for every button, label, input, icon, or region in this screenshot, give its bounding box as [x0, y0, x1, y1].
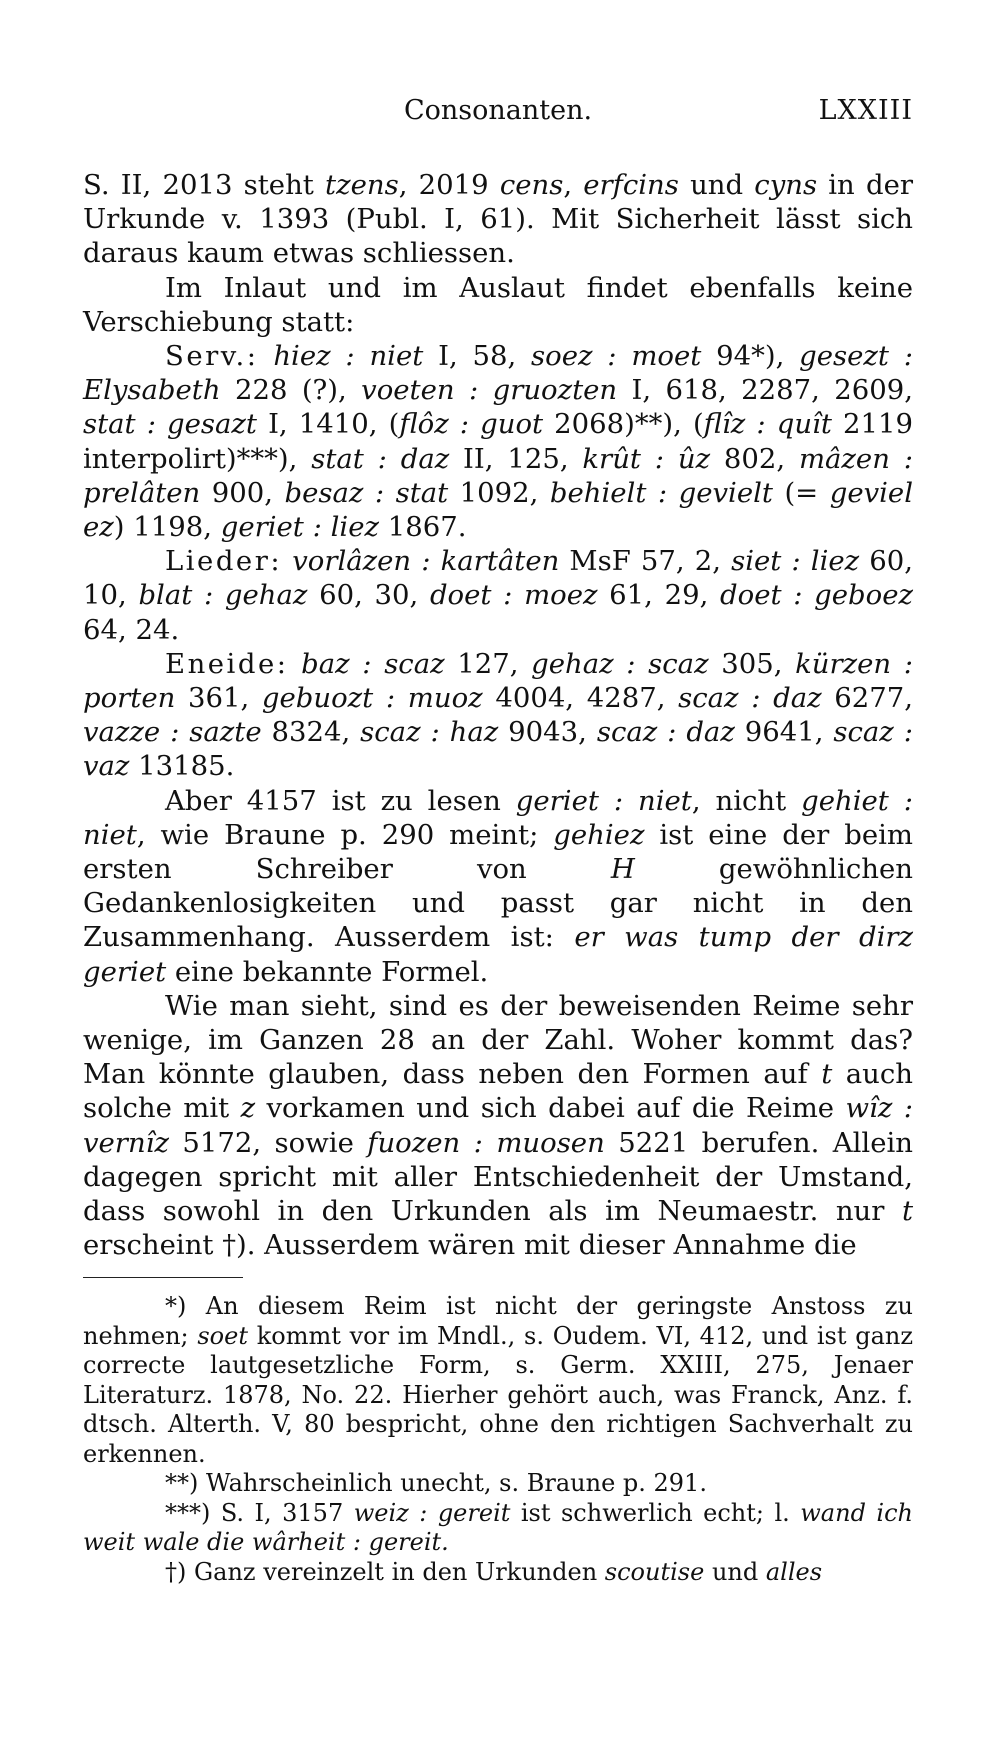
italic-run: cyns [754, 169, 818, 201]
text-run: 900, [200, 476, 285, 509]
text-run: 2068)**), ( [543, 408, 704, 441]
italic-run: doet : moez [429, 579, 598, 612]
text-run: I, 1410, ( [256, 408, 400, 441]
italic-run: vorlâzen : kartâten [292, 545, 560, 578]
text-run: ) 1198, [113, 511, 221, 544]
text-run: erscheint †). Ausserdem wären mit dieser Annahme die [83, 1229, 857, 1262]
text-run [289, 648, 302, 680]
italic-run: scaz : haz [360, 716, 499, 749]
text-run: MsF 57, 2, [559, 545, 732, 578]
italic-run: er was tump der dirz geriet [83, 921, 913, 988]
spaced-run: Eneide: [165, 647, 289, 680]
paragraph-1 [83, 168, 913, 271]
italic-run: t [901, 1195, 913, 1228]
italic-run: flîz : quît [703, 408, 832, 441]
italic-run: vazze : sazte [83, 716, 262, 749]
text-run: 127, [444, 647, 532, 680]
italic-run: geriet : niet [515, 784, 692, 817]
text-run: 94*), [701, 340, 800, 373]
text-run: 64, 24. [83, 613, 180, 646]
paragraph-wie-man [83, 989, 913, 1263]
paragraph-eneide [83, 647, 913, 784]
spaced-run: Serv.: [165, 340, 259, 373]
italic-run: weiz : gereit [353, 1498, 511, 1527]
footnote-1 [83, 1292, 913, 1469]
text-run: , nicht [691, 784, 802, 817]
italic-run: besaz : stat [284, 476, 449, 509]
italic-run: scaz : vaz [83, 716, 913, 783]
text-run: ist eine der beim ersten Schreiber von [83, 818, 913, 886]
text-run [259, 340, 274, 372]
italic-run: siet : liez [731, 545, 860, 578]
italic-run: wîz : vernîz [83, 1092, 913, 1159]
text-run: **) Wahrscheinlich unecht, s. Braune p. 291. [165, 1469, 707, 1497]
text-run: 4004, 4287, [482, 682, 679, 715]
text-run: 2119 interpolirt)***), [83, 408, 913, 475]
italic-run: stat : gesazt [83, 408, 257, 441]
text-run: ist schwerlich echt; l. [510, 1498, 801, 1527]
italic-run: H [610, 853, 635, 886]
italic-run: t [821, 1058, 833, 1091]
paragraph-lieder [83, 544, 913, 647]
text-run: †) Ganz vereinzelt in den Urkunden [165, 1557, 605, 1586]
italic-run: soet [197, 1321, 248, 1350]
text-run [282, 545, 292, 577]
spaced-run: Lieder: [165, 545, 283, 578]
text-run: eine bekannte Formel. [166, 955, 489, 988]
text-run: , [563, 169, 584, 201]
running-title: Consonanten. [403, 95, 593, 126]
text-run: Im Inlaut und im Auslaut findet ebenfalls keine Verschiebung statt: [83, 271, 913, 338]
text-run: I, 58, [423, 340, 532, 373]
footnote-2 [83, 1469, 913, 1499]
footnote-4 [83, 1558, 913, 1588]
italic-run: wand ich weit wale die wârheit : gereit. [83, 1498, 913, 1556]
italic-run: tzens [325, 169, 399, 201]
text-run: 60, 30, [307, 579, 430, 612]
italic-run: cens [499, 169, 564, 201]
italic-run: krût : ûz [582, 442, 711, 475]
italic-run: voeten : gruozten [361, 374, 618, 407]
text-run: S. II, 2013 steht [83, 169, 326, 201]
italic-run: gehiez [553, 818, 645, 851]
italic-run: stat : daz [311, 442, 450, 475]
italic-run: mâzen : prelâten [83, 442, 913, 509]
italic-run: alles [765, 1557, 823, 1586]
paragraph-serv [83, 339, 913, 544]
text-run: 13185. [129, 750, 235, 783]
text-run: 9043, [498, 716, 597, 749]
italic-run: geviel ez [83, 476, 913, 544]
footnotes [83, 1292, 913, 1587]
text-run: 228 (?), [220, 374, 362, 407]
italic-run: flôz : guot [399, 408, 544, 441]
text-run: kommt vor im Mndl., s. Oudem. VI, 412, und ist ganz correcte lautgesetzliche Form, s. Germ. XXIII, 275, Jenaer Literaturz. 1878, No. 22. Hierher gehört auch, was Franck, Anz. f. dtsch. Alterth. V, 80 bespricht, ohne den richtigen Sachverhalt zu erkennen. [83, 1321, 913, 1468]
text-run: auch solche mit [83, 1058, 913, 1125]
italic-run: kürzen : porten [83, 647, 914, 715]
text-run: vorkamen und sich dabei auf die Reime [255, 1092, 846, 1125]
text-run: ***) S. I, 3157 [165, 1498, 354, 1527]
text-run: 361, [175, 682, 262, 715]
italic-run: geriet : liez [220, 511, 379, 544]
text-run: gewöhnlichen Gedankenlosigkeiten und passt gar nicht in den Zusammenhang. Ausserdem ist: [83, 853, 914, 954]
italic-run: gehaz : scaz [531, 647, 709, 680]
italic-run: scaz : daz [596, 716, 735, 749]
text-run: 5172, sowie [168, 1126, 368, 1159]
italic-run: gehiet : niet [83, 784, 913, 851]
text-run: 61, 29, [597, 579, 721, 612]
italic-run: baz : scaz [301, 647, 445, 680]
text-run: und [678, 169, 755, 201]
italic-run: blat : gehaz [138, 579, 308, 612]
text-run: *) An diesem Reim ist nicht der geringste Anstoss zu nehmen; [83, 1292, 913, 1350]
text-run: II, 125, [449, 442, 583, 475]
text-run: 9641, [734, 716, 834, 749]
main-text [83, 168, 913, 1263]
text-run: 8324, [261, 716, 361, 749]
text-run: (= [772, 476, 830, 509]
italic-run: hiez : niet [273, 340, 424, 373]
text-run: 305, [708, 647, 796, 680]
footnote-rule [83, 1277, 243, 1278]
text-run: 1867. [378, 511, 467, 544]
italic-run: scaz : daz [678, 682, 822, 715]
text-run: Wie man sieht, sind es der beweisenden Reime sehr wenige, im Ganzen 28 an der Zahl. Woher kommt das? Man könnte glauben, dass neben den Formen auf [83, 989, 913, 1091]
text-run: I, 618, 2287, 2609, [617, 374, 913, 407]
text-run: 6277, [821, 682, 914, 715]
text-run: , wie Braune p. 290 meint; [136, 818, 554, 851]
text-run: 60, 10, [83, 545, 913, 612]
italic-run: z [240, 1092, 256, 1125]
italic-run: doet : geboez [720, 579, 913, 612]
text-run: 1092, [448, 476, 550, 509]
running-header [83, 95, 913, 135]
paragraph-aber [83, 784, 913, 989]
text-run: Aber 4157 ist zu lesen [165, 784, 516, 817]
italic-run: behielt : gevielt [549, 476, 773, 509]
paragraph-2 [83, 271, 913, 339]
text-run: in der Urkunde v. 1393 (Publ. I, 61). Mit Sicherheit lässt sich daraus kaum etwas schliessen. [83, 169, 913, 270]
text-run: 802, [710, 442, 799, 475]
italic-run: gebuozt : muoz [261, 682, 483, 715]
text-run: und [704, 1557, 766, 1586]
italic-run: fuozen : muosen [367, 1126, 605, 1159]
italic-run: gesezt : Elysabeth [83, 340, 913, 407]
text-run: 5221 berufen. Allein dagegen spricht mit aller Entschiedenheit der Umstand, dass sowohl in den Urkunden als im Neumaestr. nur [83, 1126, 913, 1228]
page-number: LXXIII [818, 95, 913, 126]
italic-run: erfcins [583, 169, 679, 201]
text-run: , 2019 [398, 169, 500, 201]
italic-run: scoutise [604, 1557, 705, 1586]
italic-run: soez : moet [531, 340, 702, 373]
footnote-3 [83, 1499, 913, 1558]
